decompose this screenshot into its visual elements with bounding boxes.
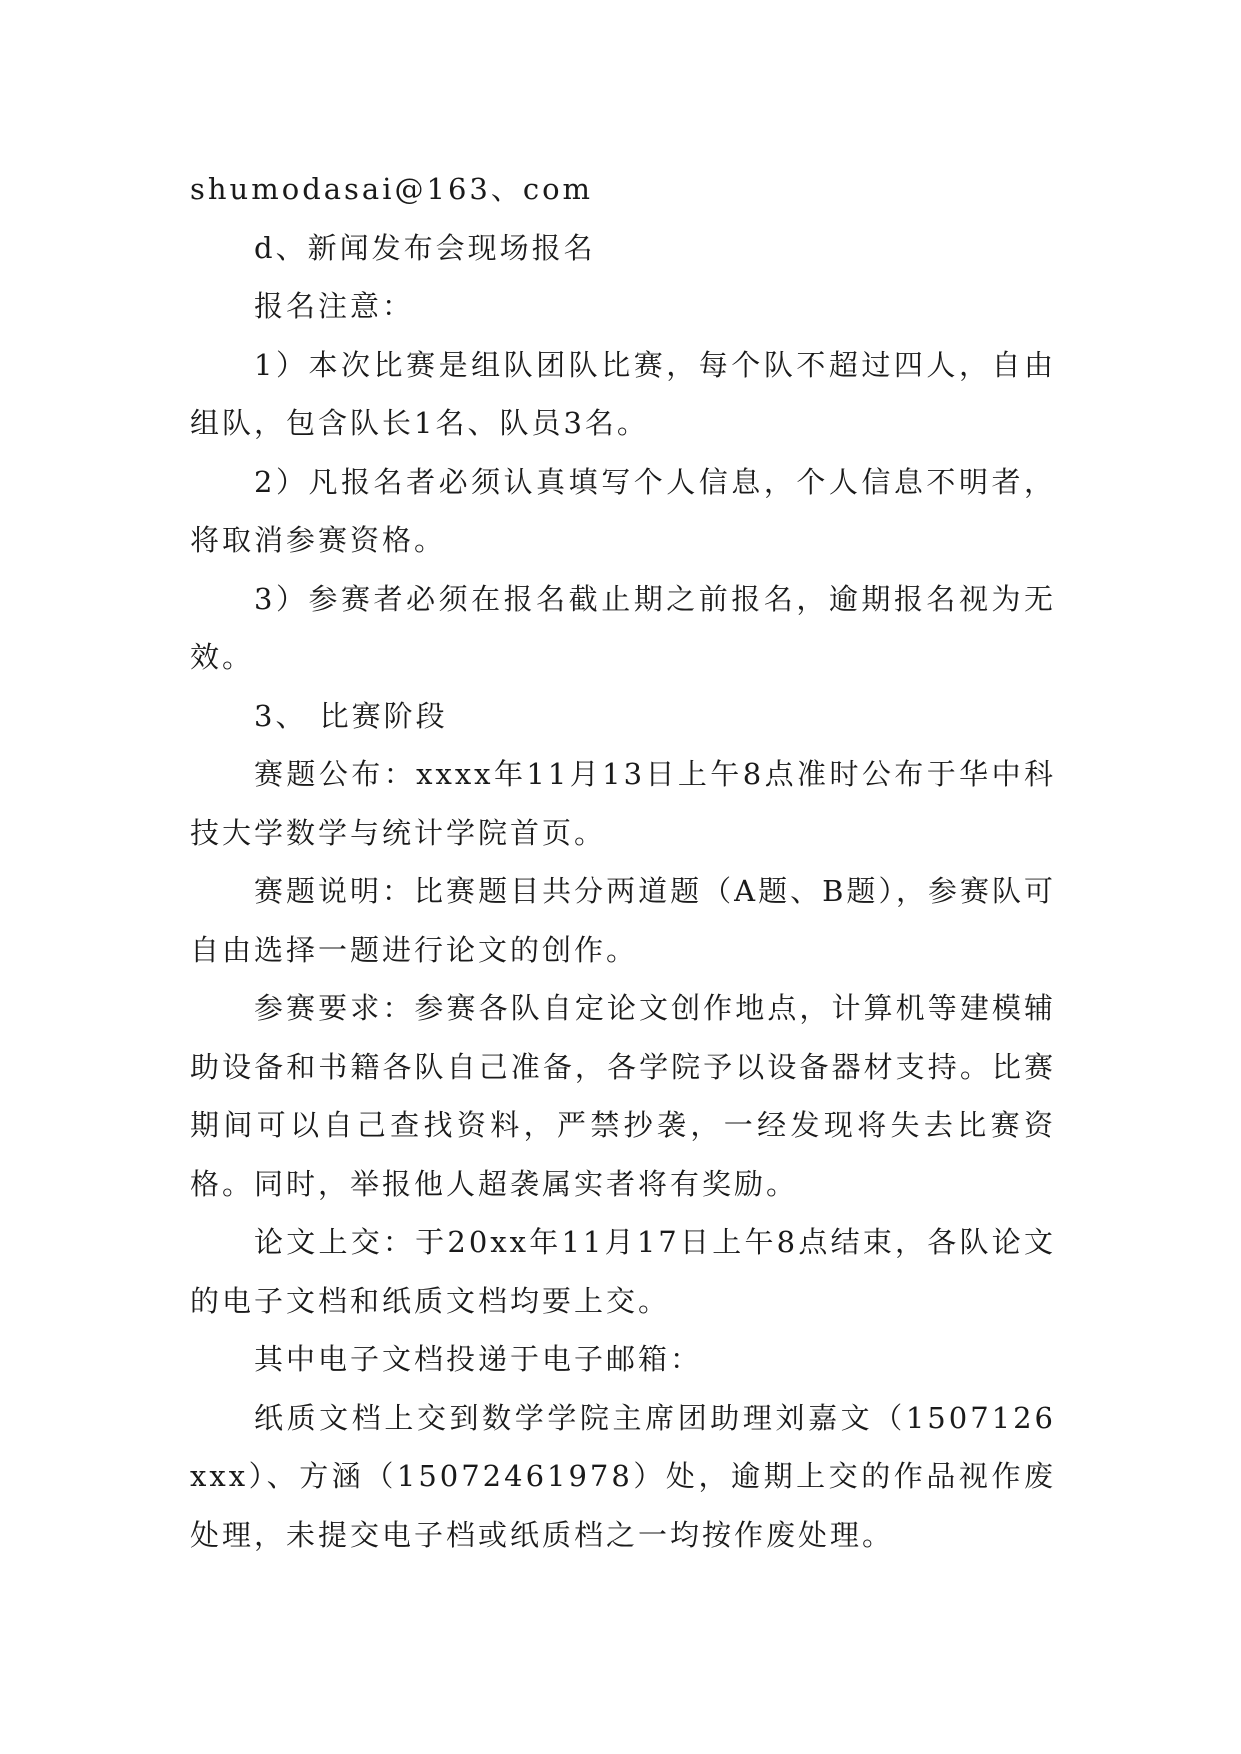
competition-requirements: 参赛要求：参赛各队自定论文创作地点，计算机等建模辅助设备和书籍各队自己准备，各学院予以设备器材支持。比赛期间可以自己查找资料，严禁抄袭，一经发现将失去比赛资格。同时，举报他人超袭属实者将有奖励。	[190, 991, 1056, 1201]
section-heading-competition-stage: 3、 比赛阶段	[254, 698, 448, 733]
email-line: shumodasai@163、com	[190, 172, 594, 206]
problem-announcement: 赛题公布：xxxx年11月13日上午8点准时公布于华中科技大学数学与统计学院首页。	[190, 757, 1056, 850]
problem-description: 赛题说明：比赛题目共分两道题（A题、B题），参赛队可自由选择一题进行论文的创作。	[190, 874, 1056, 967]
paper-copy-submission: 纸质文档上交到数学学院主席团助理刘嘉文（1507126xxx）、方涵（15072461978）处，逾期上交的作品视作废处理，未提交电子档或纸质档之一均按作废处理。	[190, 1400, 1056, 1552]
registration-notes-heading: 报名注意：	[254, 289, 415, 323]
document-body	[190, 160, 1056, 1564]
paper-submission: 论文上交：于20xx年11月17日上午8点结束，各队论文的电子文档和纸质文档均要上交。	[190, 1225, 1056, 1318]
registration-note-3: 3）参赛者必须在报名截止期之前报名，逾期报名视为无效。	[190, 581, 1056, 674]
registration-method-d: d、新闻发布会现场报名	[254, 230, 596, 265]
electronic-submission: 其中电子文档投递于电子邮箱：	[254, 1342, 703, 1376]
registration-note-1: 1）本次比赛是组队团队比赛，每个队不超过四人，自由组队，包含队长1名、队员3名。	[190, 347, 1056, 440]
registration-note-2: 2）凡报名者必须认真填写个人信息，个人信息不明者，将取消参赛资格。	[190, 464, 1056, 557]
